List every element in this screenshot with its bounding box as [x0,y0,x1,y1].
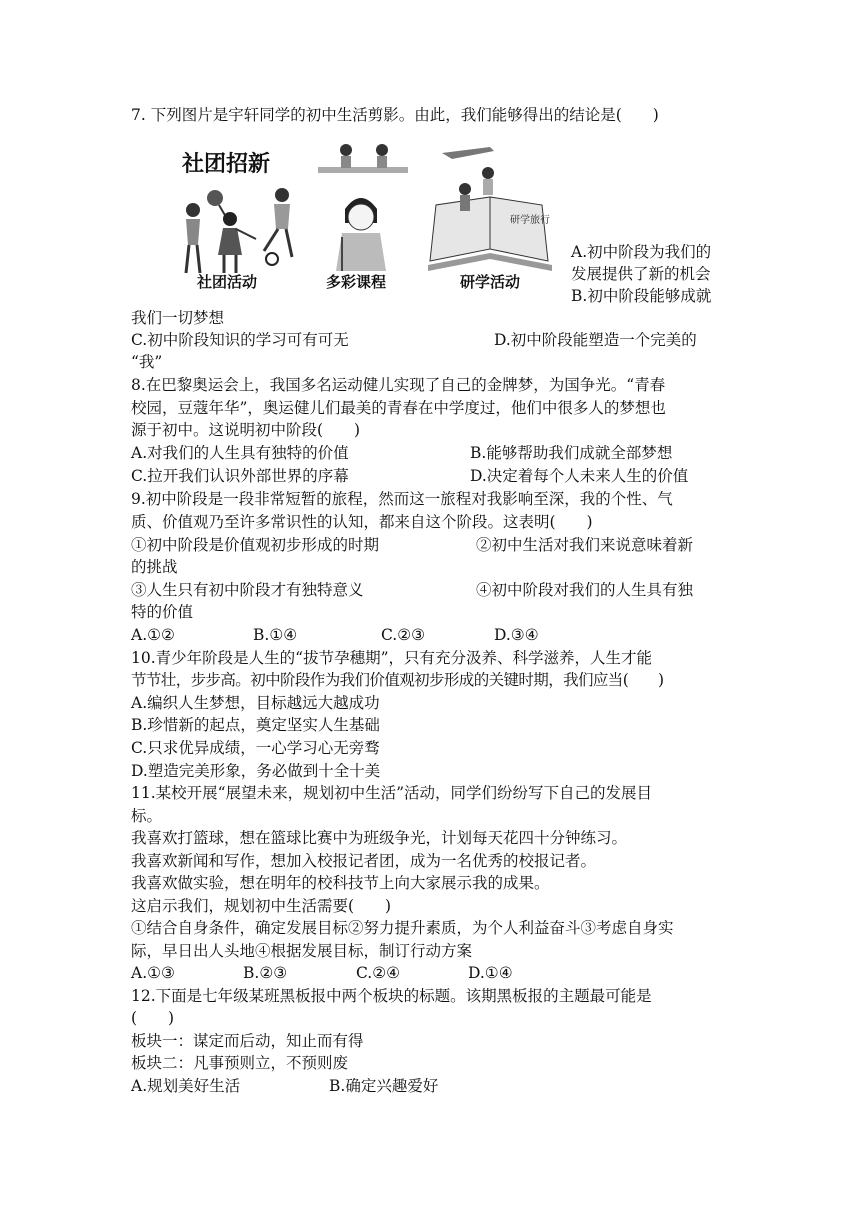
q8-option-a: A.对我们的人生具有独特的价值 [131,444,349,462]
q7-option-a-line2: 发展提供了新的机会 [571,265,711,283]
q11-ask: 这启示我们，规划初中生活需要( ) [131,897,392,915]
q10-option-d: D.塑造完美形象，务必做到十全十美 [131,762,381,780]
q9-item1: ①初中阶段是价值观初步形成的时期 [131,536,380,554]
q7-option-b-line2: 我们一切梦想 [131,309,225,327]
q9-option-c: C.②③ [381,626,426,644]
q11-goal1: 我喜欢打篮球，想在篮球比赛中为班级争光，计划每天花四十分钟练习。 [131,829,628,847]
q9-item4-line1: ④初中阶段对我们的人生具有独 [476,581,694,599]
q8-option-d: D.决定着每个人未来人生的价值 [470,467,689,485]
q7-figure [160,133,565,301]
q10-stem-line1: 10.青少年阶段是人生的“拔节孕穗期”，只有充分汲养、科学滋养，人生才能 [131,649,653,667]
q7-option-d-line1: D.初中阶段能塑造一个完美的 [494,331,697,349]
q8-stem-line2: 校园，豆蔻年华”，奥运健儿们最美的青春在中学度过，他们中很多人的梦想也 [131,399,666,417]
q9-option-a: A.①② [131,626,175,644]
q9-item4-line2: 特的价值 [131,603,194,621]
q11-goal2: 我喜欢新闻和写作，想加入校报记者团，成为一名优秀的校报记者。 [131,852,597,870]
book-text: 研学旅行 [510,215,550,226]
q11-stem-line1: 11.某校开展“展望未来，规划初中生活”活动，同学们纷纷写下自己的发展目 [131,784,653,802]
q8-stem-line3: 源于初中。这说明初中阶段( ) [131,421,361,439]
q10-option-a: A.编织人生梦想，目标越远大越成功 [131,694,380,712]
q12-option-a: A.规划美好生活 [131,1077,241,1095]
q7-option-c: C.初中阶段知识的学习可有可无 [131,331,349,349]
q12-stem-line2: ( ) [131,1009,175,1027]
study-tour-illustration [428,147,552,291]
q8-stem-line1: 8.在巴黎奥运会上，我国多名运动健儿实现了自己的金牌梦，为国争光。“青春 [131,376,666,394]
q12-block2: 板块二：凡事预则立，不预则废 [131,1054,349,1072]
q7-option-a-line1: A.初中阶段为我们的 [571,243,712,261]
q11-option-c: C.②④ [356,964,401,982]
q8-option-b: B.能够帮助我们成就全部梦想 [470,444,673,462]
q10-stem-line2: 节节壮，步步高。初中阶段作为我们价值观初步形成的关键时期，我们应当( ) [131,671,664,689]
q7-option-b-line1: B.初中阶段能够成就 [571,287,712,305]
q8-option-c: C.拉开我们认识外部世界的序幕 [131,467,349,485]
q11-items-line1: ①结合自身条件，确定发展目标②努力提升素质，为个人利益奋斗③考虑自身实 [131,919,674,937]
club-activity-illustration [181,151,292,291]
club-recruit-header: 社团招新 [182,152,271,177]
q10-option-b: B.珍惜新的起点，奠定坚实人生基础 [131,716,380,734]
q12-stem-line1: 12.下面是七年级某班黑板报中两个板块的标题。该期黑板报的主题最可能是 [131,987,652,1005]
q7-stem: 7. 下列图片是宇轩同学的初中生活剪影。由此，我们能够得出的结论是( ) [131,106,659,124]
q7-option-d-line2: “我” [131,353,163,371]
q11-stem-line2: 标。 [131,807,163,825]
q10-option-c: C.只求优异成绩，一心学习心无旁骛 [131,739,380,757]
caption-study-tour: 研学活动 [460,273,521,291]
q12-block1: 板块一：谋定而后动，知止而有得 [131,1032,364,1050]
q11-option-d: D.①④ [468,964,513,982]
q9-option-d: D.③④ [494,626,539,644]
q12-option-b: B.确定兴趣爱好 [329,1077,439,1095]
q9-stem-line1: 9.初中阶段是一段非常短暂的旅程，然而这一旅程对我影响至深，我的个性、气 [131,490,673,508]
q9-item2-line1: ②初中生活对我们来说意味着新 [476,536,694,554]
caption-club: 社团活动 [197,273,258,291]
q9-item2-line2: 的挑战 [131,558,178,576]
q9-stem-line2: 质、价值观乃至许多常识性的认知，都来自这个阶段。这表明( ) [131,513,593,531]
caption-courses: 多彩课程 [326,273,387,291]
q11-option-b: B.②③ [243,964,288,982]
q9-option-b: B.①④ [253,626,298,644]
q9-item3: ③人生只有初中阶段才有独特意义 [131,581,364,599]
courses-illustration [318,144,408,291]
q11-items-line2: 际，早日出人头地④根据发展目标，制订行动方案 [131,942,473,960]
q11-option-a: A.①③ [131,964,175,982]
q11-goal3: 我喜欢做实验，想在明年的校科技节上向大家展示我的成果。 [131,874,550,892]
